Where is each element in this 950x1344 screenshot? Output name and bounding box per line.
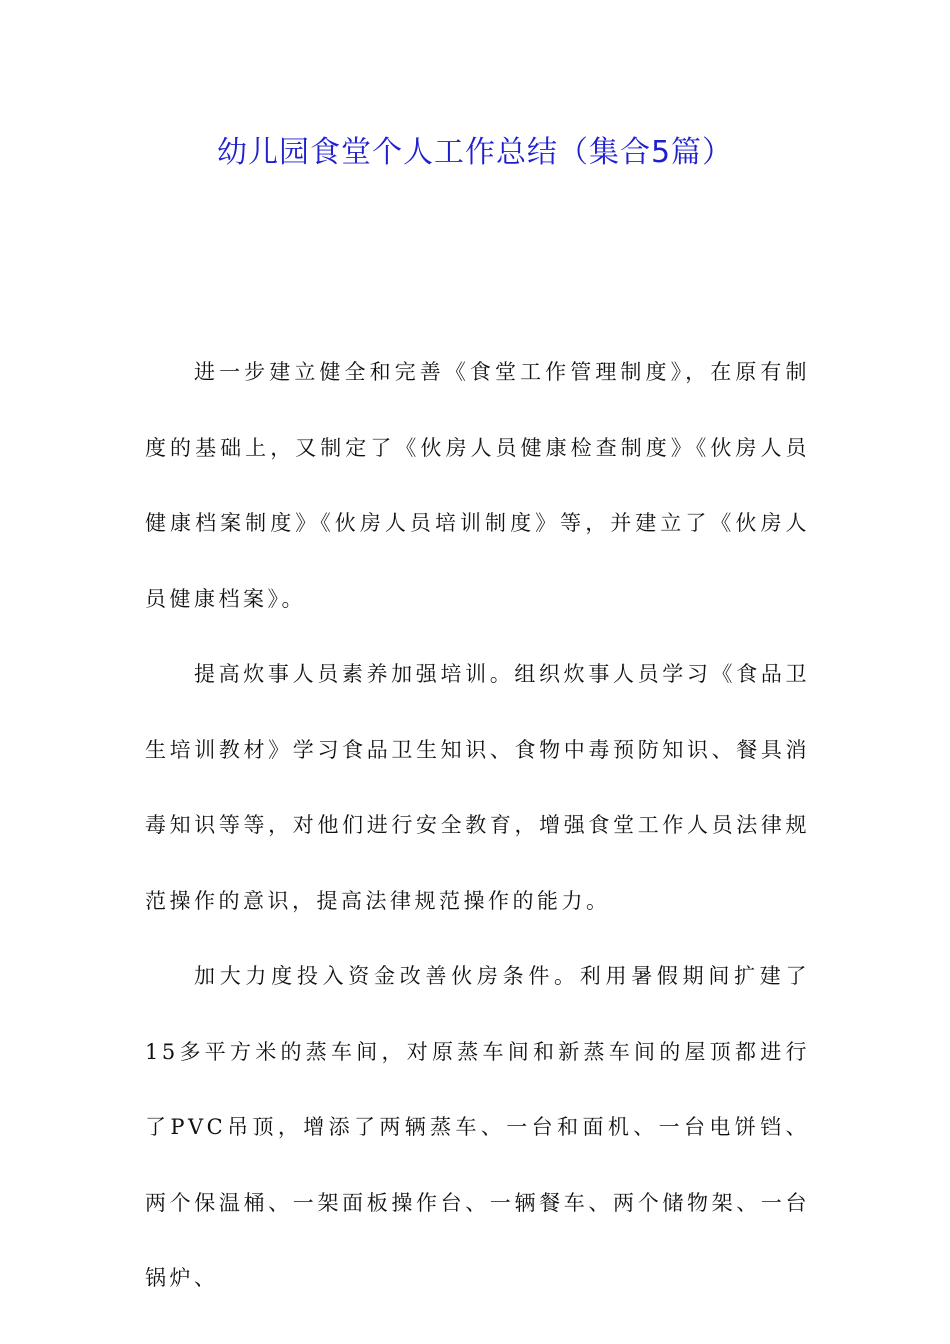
document-body (145, 335, 810, 1317)
paragraph-2: 提高炊事人员素养加强培训。组织炊事人员学习《食品卫生培训教材》学习食品卫生知识、食物中毒预防知识、餐具消毒知识等等，对他们进行安全教育，增强食堂工作人员法律规范操作的意识，提高法律规范操作的能力。 (145, 662, 810, 913)
paragraph-1: 进一步建立健全和完善《食堂工作管理制度》，在原有制度的基础上，又制定了《伙房人员健康检查制度》《伙房人员健康档案制度》《伙房人员培训制度》等，并建立了《伙房人员健康档案》。 (145, 360, 810, 611)
document-title: 幼儿园食堂个人工作总结（集合5篇） (216, 135, 734, 170)
paragraph-3: 加大力度投入资金改善伙房条件。利用暑假期间扩建了15多平方米的蒸车间，对原蒸车间和新蒸车间的屋顶都进行了PVC吊顶，增添了两辆蒸车、一台和面机、一台电饼铛、两个保温桶、一架面板操作台、一辆餐车、两个储物架、一台锅炉、 (145, 964, 810, 1290)
